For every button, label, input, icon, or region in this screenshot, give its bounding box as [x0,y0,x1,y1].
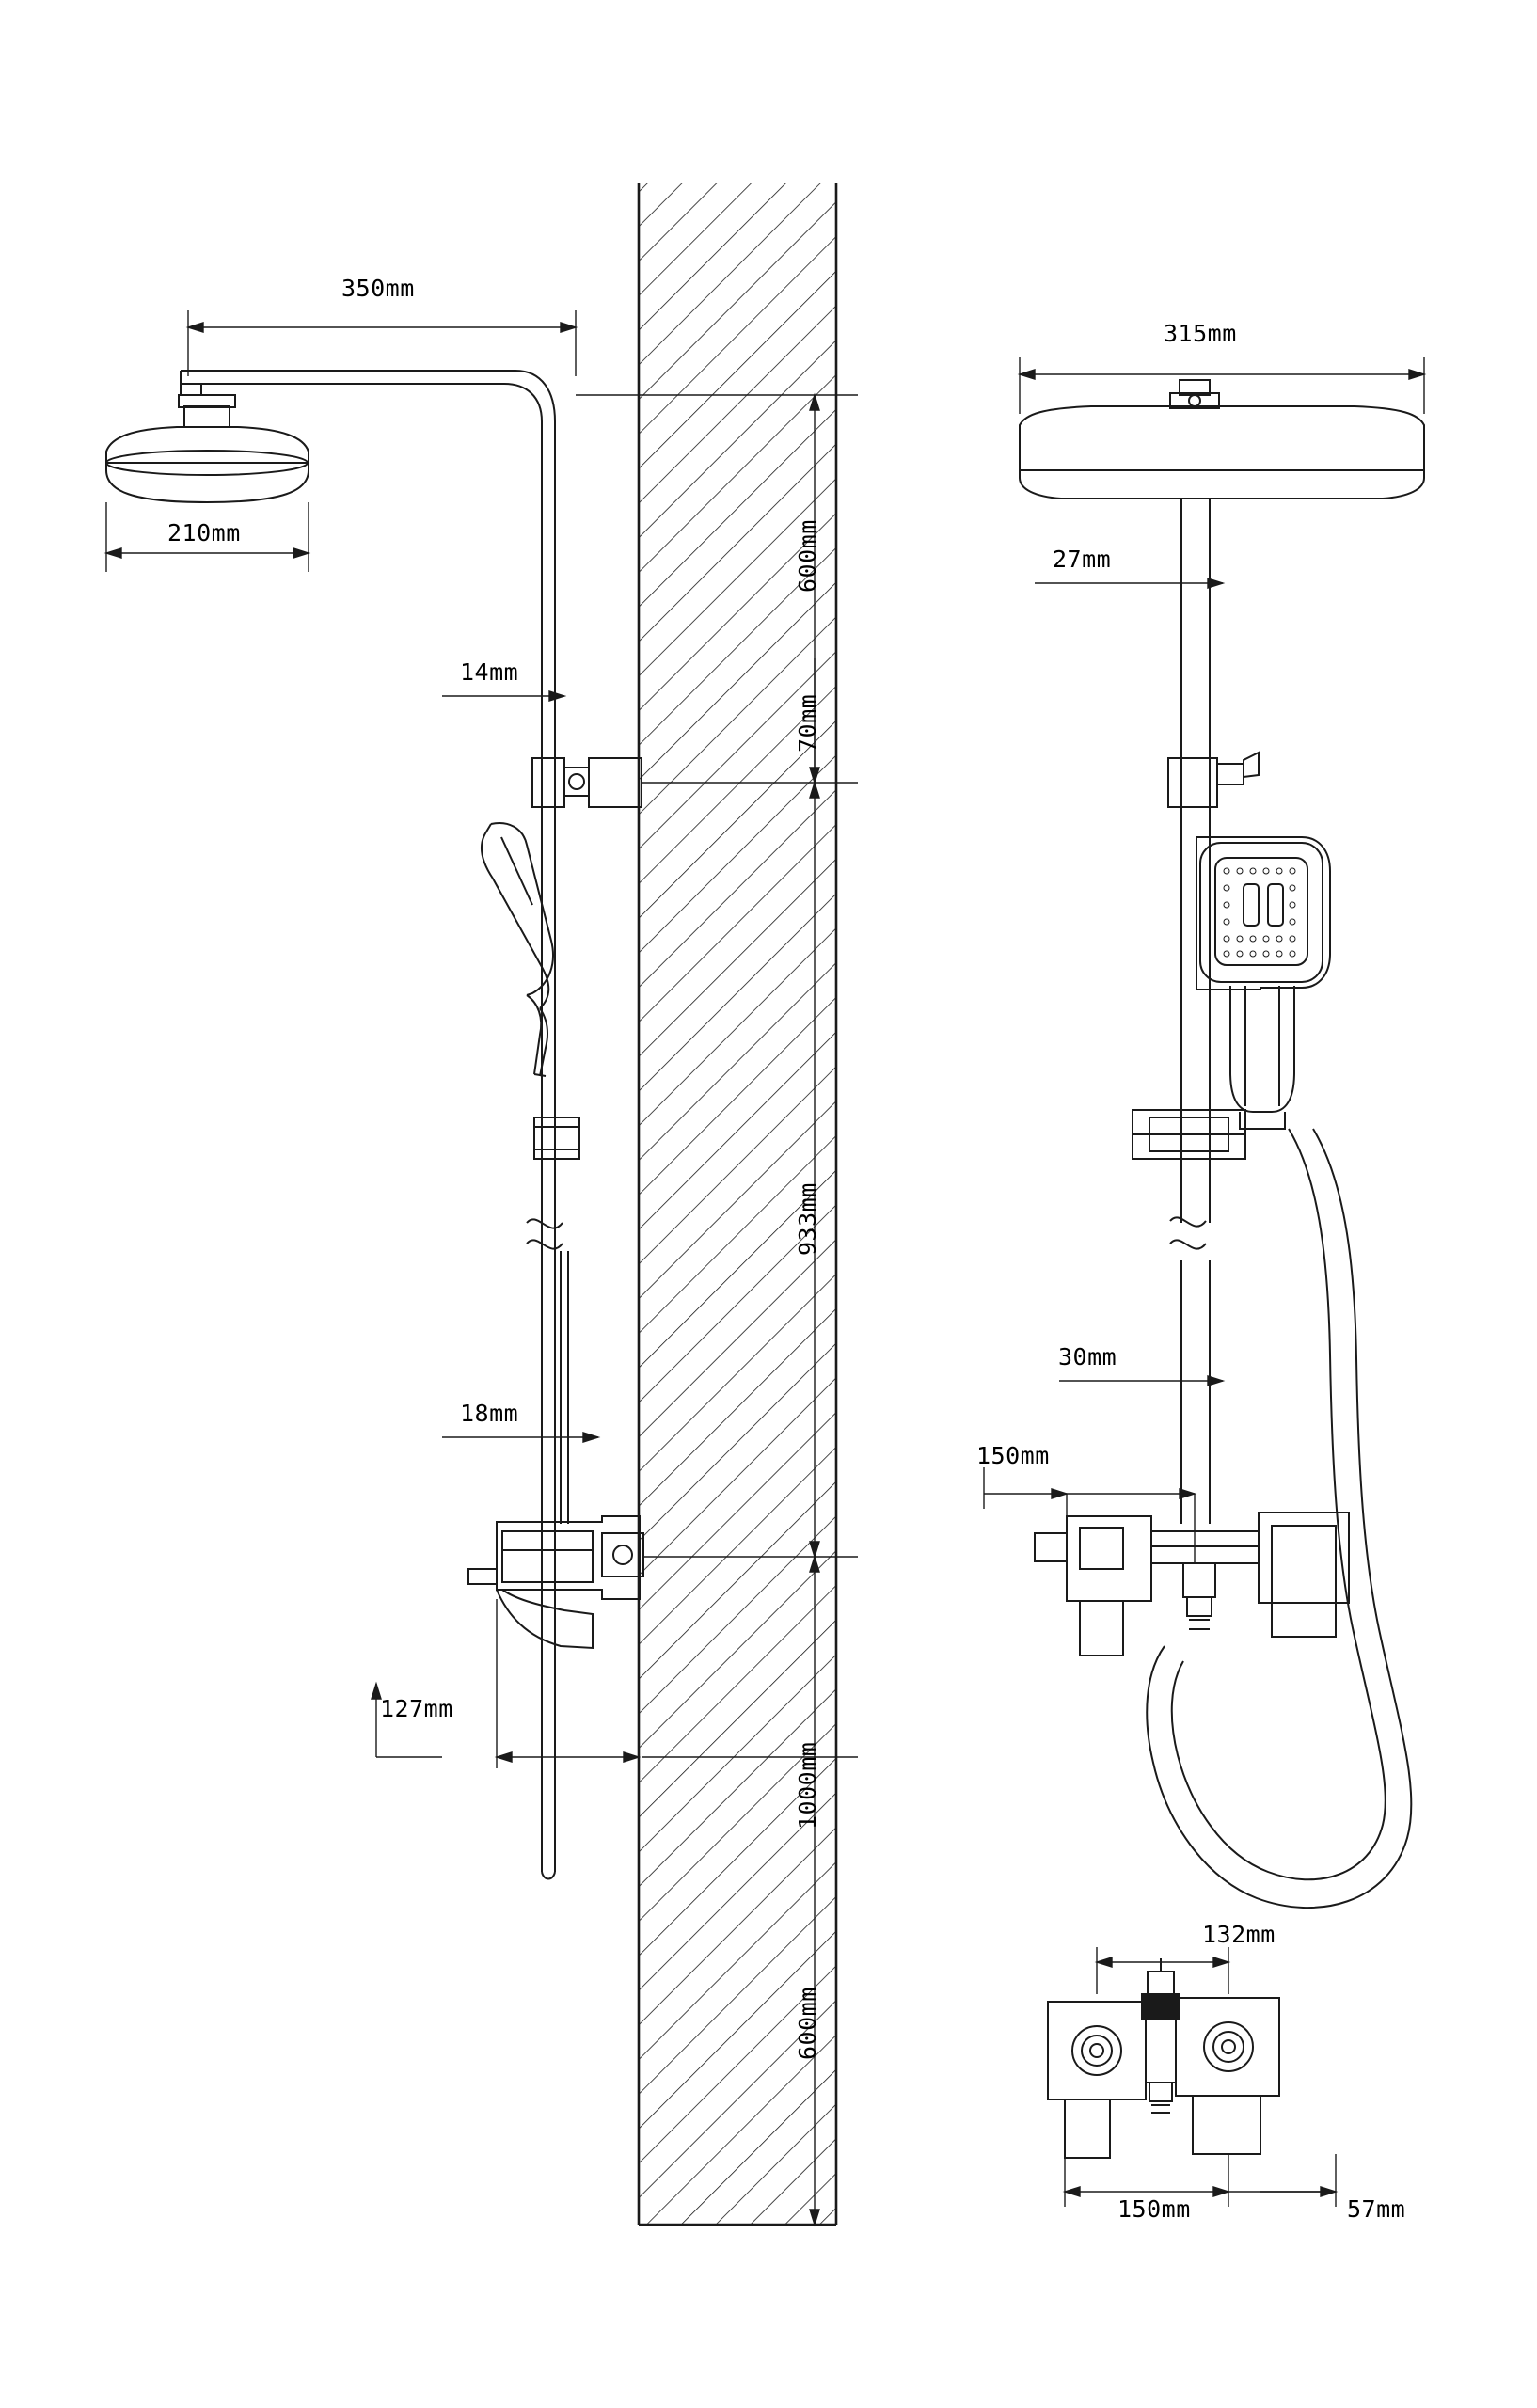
dim-label-150mm-front: 150mm [976,1442,1050,1469]
dim-label-127mm: 127mm [380,1695,453,1722]
front-view-break-symbol [1170,1217,1206,1248]
front-view-riser-pipe [1181,499,1210,1524]
dim-label-30mm: 30mm [1058,1343,1117,1370]
dim-label-1000mm: 1000mm [794,1741,821,1830]
front-view-dimensions [984,357,1424,1563]
dim-label-27mm: 27mm [1053,546,1112,573]
front-view-hand-shower [1196,837,1330,1129]
side-view-wall-outlet [532,758,642,807]
side-view-shower-head [106,371,555,779]
side-view-hose [561,1251,568,1524]
dim-label-350mm: 350mm [341,275,415,302]
front-view-hose [1147,1129,1411,1908]
mixer-detail-view [1048,1958,1279,2158]
dim-label-600mm-bottom: 600mm [794,1987,821,2060]
dim-label-132mm: 132mm [1202,1921,1276,1948]
front-view-slider-bracket [1133,1110,1245,1159]
dim-label-600mm-top: 600mm [794,519,821,593]
dim-label-57mm: 57mm [1347,2195,1406,2223]
front-view-mixer-body [1035,1513,1349,1656]
dim-label-210mm: 210mm [167,519,241,547]
side-view-riser-pipe [542,779,555,1872]
dim-label-18mm: 18mm [460,1400,519,1427]
dim-label-70mm: 70mm [794,693,821,752]
dim-label-150mm-detail: 150mm [1117,2195,1191,2223]
front-view-shower-head [1020,380,1424,499]
dim-label-14mm: 14mm [460,658,519,686]
side-view-break-symbol [527,1219,563,1248]
dim-label-933mm: 933mm [794,1182,821,1256]
mixer-detail-dimensions [1065,1947,1336,2207]
dim-label-315mm: 315mm [1164,320,1237,347]
